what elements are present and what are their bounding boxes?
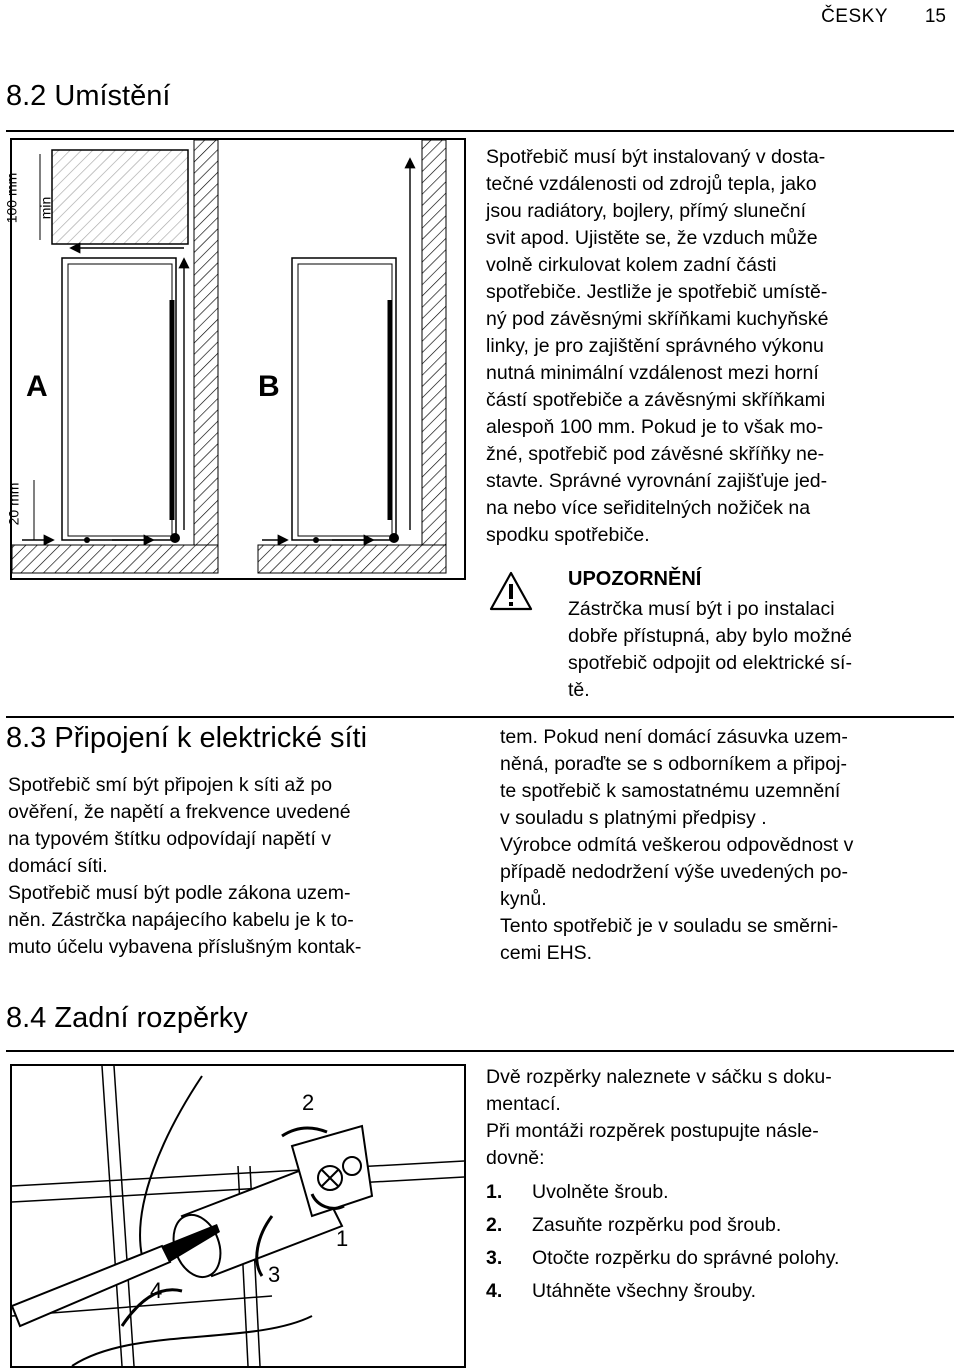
step-text: Zasuňte rozpěrku pod šroub. (532, 1214, 782, 1236)
dimension-top-min: min (37, 196, 54, 220)
section-number: 8.2 (6, 80, 47, 112)
step-item (486, 1275, 952, 1308)
electrical-text-right (500, 724, 956, 967)
section-heading: Zadní rozpěrky (54, 1002, 248, 1034)
step-item (486, 1176, 952, 1209)
section-number: 8.3 (6, 722, 47, 754)
dimension-bottom: 20 mm (5, 482, 22, 526)
electrical-text-left (8, 772, 478, 961)
spacers-diagram (12, 1066, 464, 1366)
electrical-paragraph-right-3: Tento spotřebič je v souladu se směrni- cemi EHS. (500, 915, 839, 964)
step-item (486, 1242, 952, 1275)
step-number: 1. (486, 1181, 503, 1203)
warning-icon (488, 570, 534, 612)
placement-figure (3, 138, 466, 580)
dimension-top: 100 mm (3, 172, 20, 224)
spacers-intro-2: Při montáži rozpěrek postupujte násle- dovně: (486, 1120, 819, 1169)
callout-2: 2 (302, 1090, 315, 1115)
electrical-paragraph-left: Spotřebič smí být připojen k síti až po ověření, že napětí a frekvence uvedené na typovém štítku odpovídají napětí v domácí síti. Spotřebič musí být podle zákona uzem- něn. Zástrčka napájecího kabelu je k to- muto účelu vybavena příslušným kontak- (8, 774, 362, 958)
step-text: Otočte rozpěrku do správné polohy. (532, 1247, 840, 1269)
section-title-8-2 (6, 80, 170, 113)
section-rule (6, 130, 954, 132)
callout-1: 1 (336, 1226, 349, 1251)
section-number: 8.4 (6, 1002, 47, 1034)
electrical-paragraph-right-1: tem. Pokud není domácí zásuvka uzem- něná, poraďte se s odborníkem a připoj- te spotřebič k samostatnému uzemnění v souladu s platnými předpisy . (500, 726, 848, 829)
section-rule (6, 1050, 954, 1052)
step-number: 3. (486, 1247, 503, 1269)
spacers-steps (486, 1176, 952, 1308)
step-number: 2. (486, 1214, 503, 1236)
warning-title: UPOZORNĚNÍ (568, 568, 702, 590)
placement-text (486, 144, 952, 549)
section-title-8-3 (6, 722, 367, 755)
section-heading: Umístění (54, 80, 171, 112)
section-rule (6, 716, 954, 718)
callout-4: 4 (150, 1278, 163, 1303)
warning-text: Zástrčka musí být i po instalaci dobře přístupná, aby bylo možné spotřebič odpojit od elektrické sí- tě. (568, 598, 853, 701)
spacers-text (486, 1064, 952, 1172)
callout-3: 3 (268, 1262, 281, 1287)
spacers-intro-1: Dvě rozpěrky naleznete v sáčku s doku- mentací. (486, 1066, 832, 1115)
placement-paragraph: Spotřebič musí být instalovaný v dosta- tečné vzdálenosti od zdrojů tepla, jako jsou radiátory, bojlery, přímý sluneční svit apod. Ujistěte se, že vzduch může volně cirkulovat kolem zadní části spotřebiče. Jestliže je spotřebič umístě- ný pod závěsnými skříňkami kuchyňské linky, je pro zajištění správného výkonu nutná minimální vzdálenost mezi horní částí spotřebiče a závěsnými skříňkami alespoň 100 mm. Pokud je to však mo- žné, spotřebič pod závěsné skříňky ne- stavte. Správné vyrovnání zajišťuje jed- na nebo více seřiditelných nožiček na spodku spotřebiče. (486, 146, 829, 546)
section-heading: Připojení k elektrické síti (54, 722, 368, 754)
placement-diagram (12, 140, 464, 578)
step-number: 4. (486, 1280, 503, 1302)
figure-label-a: A (26, 370, 48, 403)
electrical-paragraph-right-2: Výrobce odmítá veškerou odpovědnost v případě nedodržení výše uvedených po- kynů. (500, 834, 854, 910)
figure-label-b: B (258, 370, 280, 403)
page-number: 15 (924, 6, 946, 27)
step-item (486, 1209, 952, 1242)
spacers-figure (10, 1064, 466, 1368)
step-text: Utáhněte všechny šrouby. (532, 1280, 757, 1302)
header-language: ČESKY (821, 6, 888, 27)
section-title-8-4 (6, 1002, 248, 1035)
step-text: Uvolněte šroub. (532, 1181, 669, 1203)
warning-box (486, 568, 952, 708)
